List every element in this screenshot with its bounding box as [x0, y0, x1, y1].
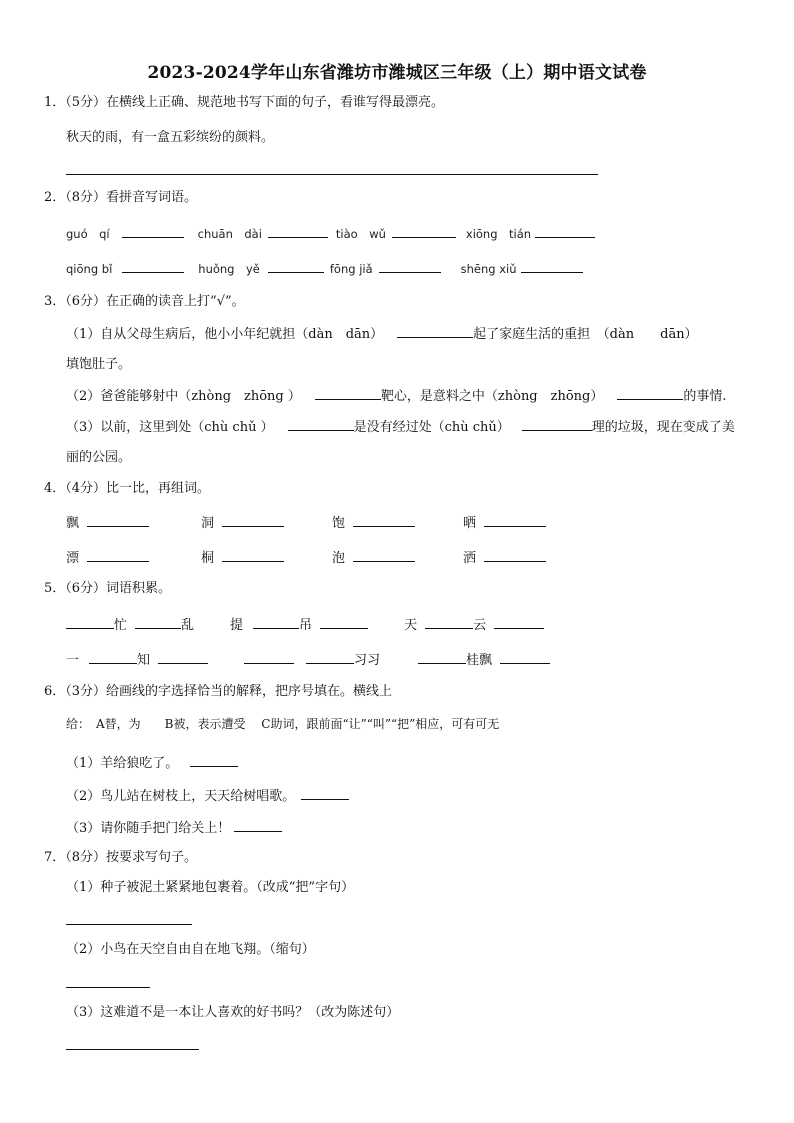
answer-blank[interactable] — [494, 615, 544, 629]
q4-row-1 — [66, 513, 546, 533]
q2-heading: 2．（8分）看拼音写词语。 — [44, 190, 198, 205]
q3-sentence-3 — [66, 417, 735, 437]
q3-s1-continuation: 填饱肚子。 — [66, 357, 132, 372]
q3-s2-part-a: （2）爸爸能够射中（zhòng zhōng ） — [66, 389, 301, 404]
pinyin: fōng jiǎ — [329, 262, 373, 276]
character: 飘 — [66, 516, 80, 531]
q6-options: 给： A替，为 B被，表示遭受 C助词，跟前面“让”“叫”“把”相应，可有可无 — [66, 717, 500, 731]
idiom-char: 云 — [473, 618, 487, 633]
q4-heading: 4．（4分）比一比，再组词。 — [44, 481, 211, 496]
character: 桐 — [201, 551, 215, 566]
q1-writing-line[interactable] — [66, 174, 598, 175]
answer-blank[interactable] — [522, 417, 592, 431]
page-title: 2023-2024学年山东省潍坊市潍城区三年级（上）期中语文试卷 — [147, 63, 647, 83]
answer-blank[interactable] — [66, 615, 114, 629]
answer-blank[interactable] — [301, 786, 349, 800]
answer-blank[interactable] — [320, 615, 368, 629]
answer-blank[interactable] — [234, 818, 282, 832]
answer-blank[interactable] — [617, 386, 683, 400]
q7-answer-line-2[interactable] — [66, 987, 150, 988]
q3-s3-part-c: 理的垃圾，现在变成了美 — [591, 420, 735, 435]
q6-sentence-1 — [66, 753, 238, 773]
answer-blank[interactable] — [484, 513, 546, 527]
character: 洒 — [463, 551, 477, 566]
answer-blank[interactable] — [268, 224, 328, 238]
q3-s2-part-b: 靶心，是意料之中（zhòng zhōng） — [380, 389, 604, 404]
q6-sentence-3 — [66, 818, 282, 838]
answer-blank[interactable] — [353, 513, 415, 527]
character: 晒 — [463, 516, 477, 531]
answer-blank[interactable] — [392, 224, 456, 238]
q3-s3-continuation: 丽的公园。 — [66, 450, 132, 465]
q3-heading: 3．（6分）在正确的读音上打“√”。 — [44, 294, 245, 309]
answer-blank[interactable] — [484, 548, 546, 562]
q3-s2-part-c: 的事情. — [683, 389, 727, 404]
q5-row-2 — [66, 650, 550, 670]
pinyin: chuān dài — [197, 227, 262, 241]
q3-s3-part-b: 是没有经过处（chù chǔ） — [353, 420, 510, 435]
idiom-char: 知 — [137, 653, 151, 668]
answer-blank[interactable] — [288, 417, 354, 431]
answer-blank[interactable] — [222, 548, 284, 562]
answer-blank[interactable] — [521, 259, 583, 273]
answer-blank[interactable] — [87, 548, 149, 562]
answer-blank[interactable] — [89, 650, 137, 664]
character: 饱 — [332, 516, 346, 531]
idiom-char: 忙 — [114, 618, 128, 633]
answer-blank[interactable] — [418, 650, 466, 664]
answer-blank[interactable] — [222, 513, 284, 527]
q4-row-2 — [66, 548, 546, 568]
q6-s3-text: （3）请你随手把门给关上！ — [66, 821, 231, 836]
character: 泡 — [332, 551, 346, 566]
answer-blank[interactable] — [122, 224, 184, 238]
idiom-char: 乱 — [181, 618, 195, 633]
idiom-char: 一 — [66, 653, 80, 668]
q7-answer-line-1[interactable] — [66, 924, 192, 925]
q5-heading: 5．（6分）词语积累。 — [44, 581, 172, 596]
q3-s1-part-b: 起了家庭生活的重担 （dàn dān） — [473, 327, 698, 342]
pinyin: guó qí — [66, 227, 110, 241]
answer-blank[interactable] — [268, 259, 324, 273]
q7-task-1: （1）种子被泥土紧紧地包裹着。（改成“把”字句） — [66, 880, 355, 895]
answer-blank[interactable] — [397, 324, 473, 338]
q2-row-1 — [66, 224, 595, 244]
q1-sentence: 秋天的雨，有一盒五彩缤纷的颜料。 — [66, 130, 275, 145]
character: 漂 — [66, 551, 80, 566]
answer-blank[interactable] — [379, 259, 441, 273]
q6-s1-text: （1）羊给狼吃了。 — [66, 756, 179, 771]
pinyin: shēng xiǔ — [460, 262, 517, 276]
answer-blank[interactable] — [190, 753, 238, 767]
answer-blank[interactable] — [122, 259, 184, 273]
pinyin: tiào wǔ — [335, 227, 386, 241]
q7-heading: 7．（8分）按要求写句子。 — [44, 850, 198, 865]
q7-task-3: （3）这难道不是一本让人喜欢的好书吗？（改为陈述句） — [66, 1005, 400, 1020]
answer-blank[interactable] — [158, 650, 208, 664]
q3-sentence-2 — [66, 386, 727, 406]
q3-s1-part-a: （1）自从父母生病后，他小小年纪就担（dàn dān） — [66, 327, 384, 342]
answer-blank[interactable] — [425, 615, 473, 629]
q1-heading: 1．（5分）在横线上正确、规范地书写下面的句子，看谁写得最漂亮。 — [44, 95, 445, 110]
idiom-char: 天 — [404, 618, 418, 633]
pinyin: huǒng yě — [198, 262, 260, 276]
q3-s3-part-a: （3）以前，这里到处（chù chǔ ） — [66, 420, 274, 435]
answer-blank[interactable] — [135, 615, 181, 629]
q3-sentence-1 — [66, 324, 698, 344]
q6-s2-text: （2）鸟儿站在树枝上，天天给树唱歌。 — [66, 789, 296, 804]
idiom-char: 吊 — [299, 618, 313, 633]
q7-answer-line-3[interactable] — [66, 1049, 199, 1050]
q6-sentence-2 — [66, 786, 349, 806]
q2-row-2 — [66, 259, 583, 279]
answer-blank[interactable] — [87, 513, 149, 527]
q7-task-2: （2）小鸟在天空自由自在地飞翔。（缩句） — [66, 942, 315, 957]
answer-blank[interactable] — [306, 650, 354, 664]
pinyin: xiōng tián — [465, 227, 532, 241]
pinyin: qiōng bǐ — [66, 262, 113, 276]
q5-row-1 — [66, 615, 544, 635]
answer-blank[interactable] — [315, 386, 381, 400]
idiom-char: 提 — [230, 618, 244, 633]
answer-blank[interactable] — [253, 615, 299, 629]
answer-blank[interactable] — [353, 548, 415, 562]
idiom-chars: 桂飘 — [466, 653, 493, 668]
q6-heading: 6．（3分）给画线的字选择恰当的解释，把序号填在。横线上 — [44, 684, 393, 699]
answer-blank[interactable] — [244, 650, 294, 664]
answer-blank[interactable] — [535, 224, 595, 238]
idiom-chars: 习习 — [354, 653, 381, 668]
character: 洞 — [201, 516, 215, 531]
answer-blank[interactable] — [500, 650, 550, 664]
